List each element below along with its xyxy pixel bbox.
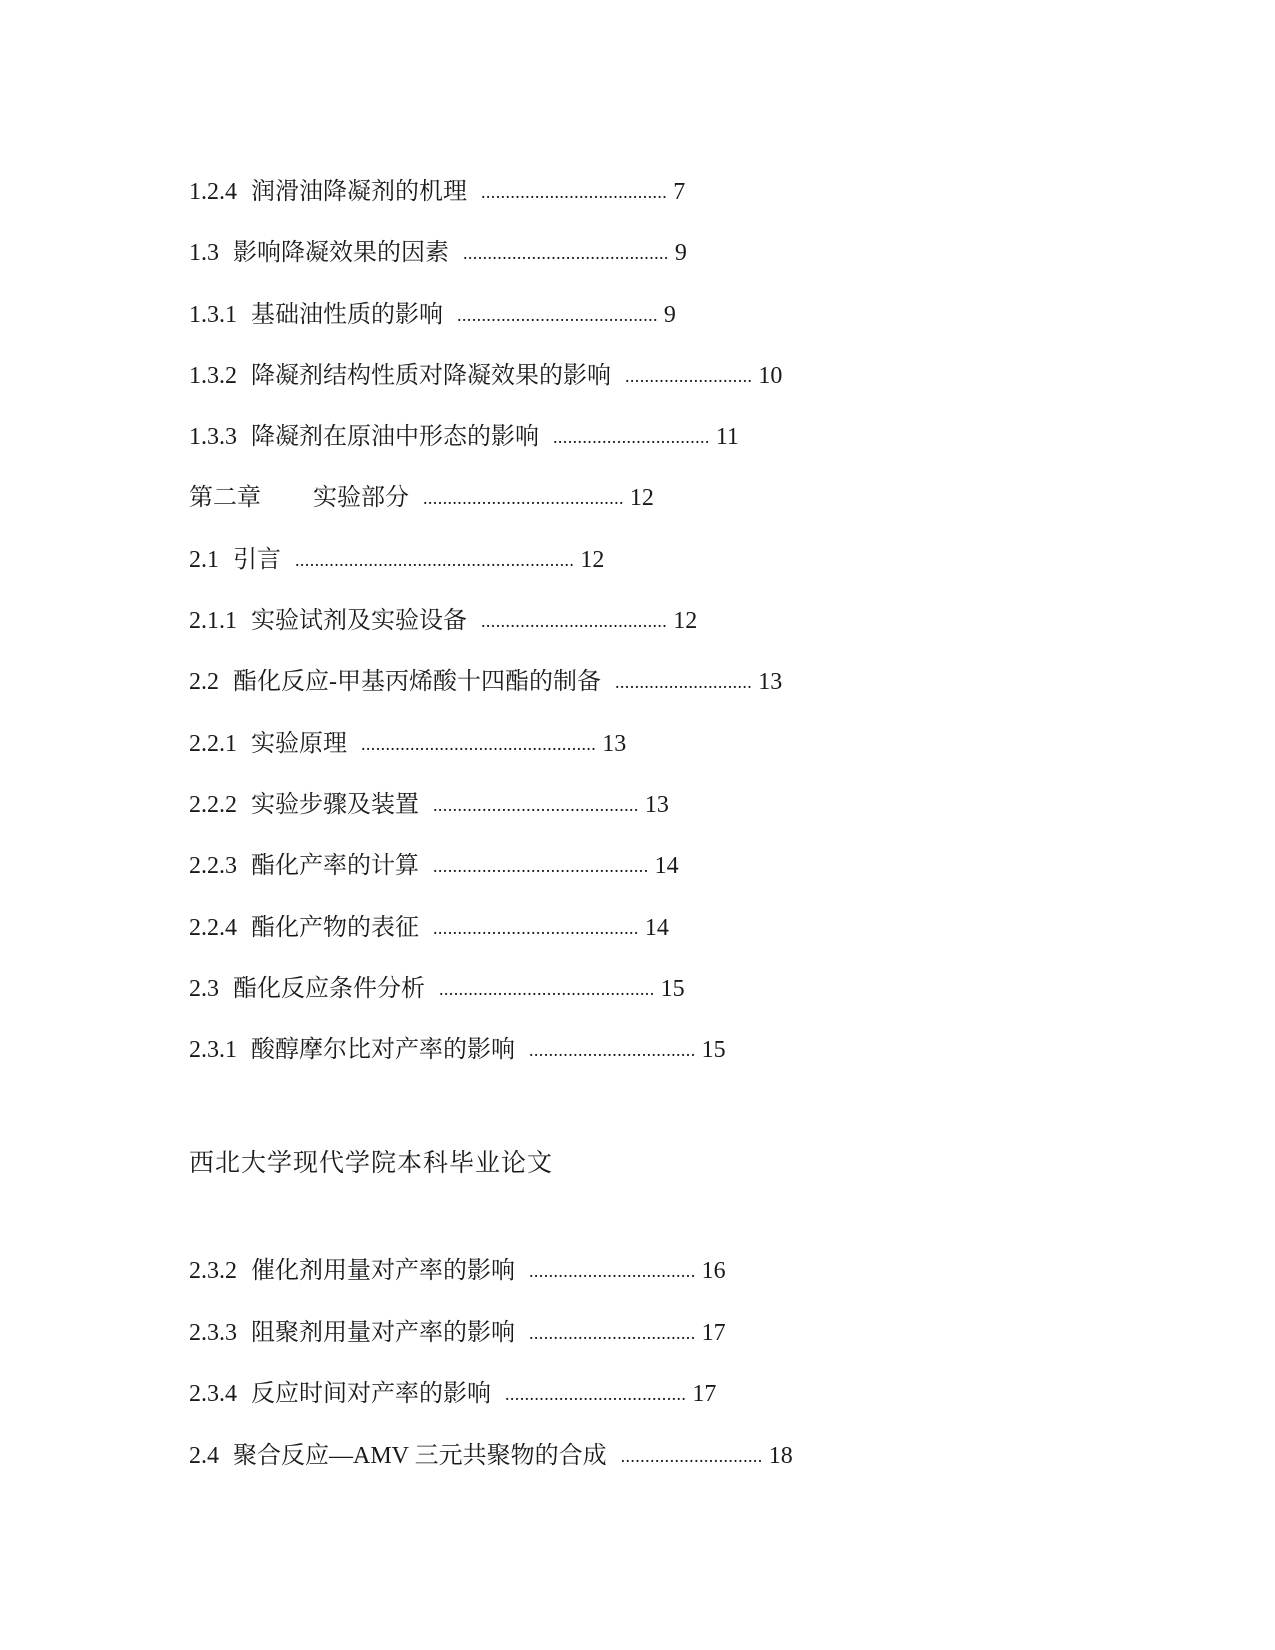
- toc-page-number: 12: [673, 608, 698, 635]
- toc-dot-leader: ..................................: [529, 1322, 696, 1343]
- toc-entry[interactable]: [189, 728, 782, 789]
- toc-page-number: 13: [758, 669, 783, 696]
- toc-page-number: 14: [644, 914, 669, 941]
- table-of-contents-part-2: [189, 1255, 793, 1502]
- running-header: 西北大学现代学院本科毕业论文: [189, 1150, 554, 1177]
- toc-page-number: 13: [644, 791, 669, 818]
- toc-section-number: 1.3.1: [189, 301, 237, 328]
- toc-section-number: 2.3.4: [189, 1381, 237, 1408]
- toc-section-number: 2.3.1: [189, 1037, 237, 1064]
- toc-dot-leader: ..........................................: [463, 243, 669, 264]
- toc-entry[interactable]: [189, 237, 782, 298]
- toc-dot-leader: ................................: [553, 427, 710, 448]
- toc-dot-leader: .........................................: [457, 304, 658, 325]
- toc-dot-leader: ..................................: [529, 1040, 696, 1061]
- toc-dot-leader: .........................................................: [295, 549, 575, 570]
- toc-section-title: 实验步骤及装置: [251, 791, 419, 818]
- toc-section-number: 2.3.2: [189, 1258, 237, 1284]
- toc-entry[interactable]: [189, 299, 782, 360]
- toc-section-number: 2.2.3: [189, 853, 237, 880]
- toc-page-number: 11: [715, 424, 739, 451]
- toc-section-title: 酯化产物的表征: [251, 914, 419, 941]
- toc-section-number: 1.2.4: [189, 179, 237, 205]
- toc-dot-leader: ..........................: [625, 365, 753, 386]
- toc-section-number: 1.3: [189, 240, 219, 267]
- toc-dot-leader: ..................................: [529, 1261, 696, 1281]
- toc-page-number: 7: [673, 179, 686, 205]
- toc-dot-leader: ..........................................: [433, 794, 639, 815]
- toc-section-number: 2.2: [189, 669, 219, 696]
- toc-entry[interactable]: [189, 912, 782, 973]
- toc-dot-leader: ......................................: [481, 611, 668, 632]
- toc-section-title: 引言: [233, 546, 281, 573]
- toc-page-number: 16: [701, 1258, 726, 1284]
- toc-section-title: 酯化产率的计算: [251, 853, 419, 880]
- toc-section-title: 酯化反应条件分析: [233, 975, 425, 1002]
- toc-section-number: 2.3.3: [189, 1319, 237, 1346]
- toc-dot-leader: ............................................: [439, 978, 655, 999]
- toc-entry[interactable]: [189, 360, 782, 421]
- toc-section-number: 1.3.2: [189, 362, 237, 389]
- toc-page-number: 12: [580, 546, 605, 573]
- toc-entry[interactable]: [189, 1034, 782, 1095]
- toc-entry[interactable]: [189, 850, 782, 911]
- toc-entry[interactable]: [189, 666, 782, 727]
- toc-section-number: 2.2.2: [189, 791, 237, 818]
- toc-section-number: 2.3: [189, 975, 219, 1002]
- toc-section-number: 2.2.1: [189, 730, 237, 757]
- toc-entry[interactable]: [189, 544, 782, 605]
- toc-entry[interactable]: [189, 176, 782, 237]
- toc-dot-leader: .............................: [620, 1446, 763, 1467]
- toc-section-number: 2.1: [189, 546, 219, 573]
- toc-section-title: 实验原理: [251, 730, 347, 757]
- toc-page-number: 18: [768, 1443, 793, 1470]
- toc-page-number: 17: [692, 1381, 717, 1408]
- toc-page-number: 10: [758, 362, 783, 389]
- toc-page-number: 9: [663, 301, 676, 328]
- toc-section-title: 催化剂用量对产率的影响: [251, 1258, 515, 1284]
- toc-entry[interactable]: [189, 1440, 793, 1502]
- toc-dot-leader: ......................................: [481, 182, 668, 202]
- toc-section-number: 2.2.4: [189, 914, 237, 941]
- toc-section-title: 基础油性质的影响: [251, 301, 443, 328]
- toc-entry[interactable]: [189, 605, 782, 666]
- toc-section-title: 降凝剂结构性质对降凝效果的影响: [251, 362, 611, 389]
- toc-section-title: 降凝剂在原油中形态的影响: [251, 424, 539, 451]
- toc-dot-leader: ............................: [615, 672, 753, 693]
- toc-section-number: 2.1.1: [189, 608, 237, 635]
- toc-entry[interactable]: [189, 1317, 793, 1379]
- toc-entry[interactable]: [189, 1378, 793, 1440]
- toc-dot-leader: .........................................: [423, 488, 624, 509]
- toc-chapter-number: 第二章: [189, 485, 261, 512]
- toc-dot-leader: .....................................: [505, 1384, 687, 1405]
- toc-section-number: 1.3.3: [189, 424, 237, 451]
- toc-dot-leader: ............................................: [433, 856, 649, 877]
- toc-section-title: 实验试剂及实验设备: [251, 608, 467, 635]
- toc-section-title: 阻聚剂用量对产率的影响: [251, 1319, 515, 1346]
- toc-page-number: 14: [654, 853, 679, 880]
- toc-dot-leader: ................................................: [361, 733, 597, 754]
- toc-entry[interactable]: [189, 973, 782, 1034]
- table-of-contents-part-1: [189, 176, 782, 1095]
- toc-page-number: 13: [602, 730, 627, 757]
- toc-page-number: 15: [701, 1037, 726, 1064]
- toc-dot-leader: ..........................................: [433, 917, 639, 938]
- toc-section-title: 酯化反应-甲基丙烯酸十四酯的制备: [233, 669, 601, 696]
- toc-page-number: 9: [674, 240, 687, 267]
- toc-section-number: 2.4: [189, 1443, 219, 1470]
- toc-section-title: 酸醇摩尔比对产率的影响: [251, 1037, 515, 1064]
- toc-section-title: 反应时间对产率的影响: [251, 1381, 491, 1408]
- toc-entry[interactable]: [189, 789, 782, 850]
- toc-section-title: 影响降凝效果的因素: [233, 240, 449, 267]
- toc-chapter-title: 实验部分: [313, 485, 409, 512]
- toc-entry-chapter[interactable]: [189, 482, 782, 543]
- toc-section-title: 聚合反应—AMV 三元共聚物的合成: [233, 1443, 607, 1470]
- toc-section-title: 润滑油降凝剂的机理: [251, 179, 467, 205]
- toc-entry[interactable]: [189, 1255, 793, 1317]
- toc-page-number: 12: [629, 485, 654, 512]
- toc-page-number: 17: [701, 1319, 726, 1346]
- toc-page-number: 15: [660, 975, 685, 1002]
- toc-entry[interactable]: [189, 421, 782, 482]
